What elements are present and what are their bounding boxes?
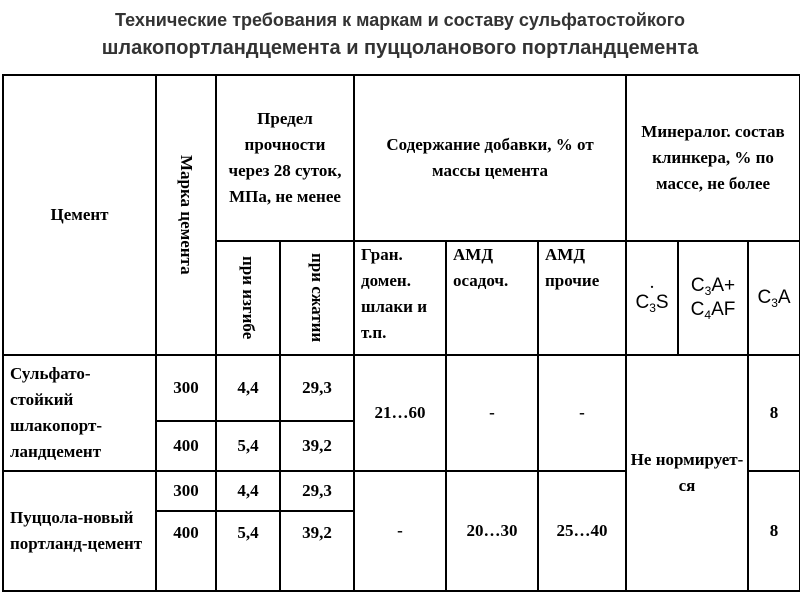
header-cement: Цемент — [3, 75, 156, 355]
header-slag: Гран. домен. шлаки и т.п. — [354, 241, 446, 355]
header-bending — [216, 241, 280, 355]
row-sulfate-name: Сульфато-стойкий шлакопорт-ландцемент — [3, 355, 156, 471]
cell-compression: 39,2 — [280, 421, 354, 471]
title-line-2: шлакопортландцемента и пуццоланового портландцемента — [101, 37, 699, 59]
header-bending-text: при изгибе — [239, 256, 258, 340]
cell-amd-other-sulfate: - — [538, 355, 626, 471]
cell-grade: 300 — [156, 471, 216, 511]
c3s-formula: $C_3S$ — [635, 292, 669, 315]
c4af-formula: $C_4AF$ — [690, 299, 736, 322]
cell-grade: 400 — [156, 511, 216, 591]
c3a-formula: $C_3A$ — [757, 287, 791, 310]
header-strength: Предел прочности через 28 суток, МПа, не менее — [216, 75, 354, 241]
cell-compression: 39,2 — [280, 511, 354, 591]
cell-amd-sed-pozzolanic: 20…30 — [446, 471, 538, 591]
cell-bending: 4,4 — [216, 471, 280, 511]
cell-compression: 29,3 — [280, 471, 354, 511]
cell-amd-sed-sulfate: - — [446, 355, 538, 471]
requirements-table — [2, 74, 800, 592]
header-compression-text: при сжатии — [308, 253, 327, 343]
header-c3a-c4af — [678, 241, 748, 355]
cell-bending: 5,4 — [216, 421, 280, 471]
cell-grade: 400 — [156, 421, 216, 471]
cell-amd-other-pozzolanic: 25…40 — [538, 471, 626, 591]
header-amd-sed: АМД осадоч. — [446, 241, 538, 355]
header-grade — [156, 75, 216, 355]
cell-c3a-pozzolanic: 8 — [748, 471, 800, 591]
header-additive: Содержание добавки, % от массы цемента — [354, 75, 626, 241]
cell-slag-pozzolanic: - — [354, 471, 446, 591]
header-c3s — [626, 241, 678, 355]
row-pozzolanic-name: Пуццола-новый портланд-цемент — [3, 471, 156, 591]
title-line-1: Технические требования к маркам и составу сульфатостойкого — [115, 10, 685, 30]
cell-compression: 29,3 — [280, 355, 354, 421]
header-mineral: Минералог. состав клинкера, % по массе, не более — [626, 75, 800, 241]
cell-bending: 5,4 — [216, 511, 280, 591]
cell-slag-sulfate: 21…60 — [354, 355, 446, 471]
cell-bending: 4,4 — [216, 355, 280, 421]
page-title — [0, 6, 800, 62]
header-dot: . — [650, 277, 654, 292]
cell-grade: 300 — [156, 355, 216, 421]
header-compression — [280, 241, 354, 355]
header-c3a — [748, 241, 800, 355]
header-grade-text: Марка цемента — [177, 155, 196, 275]
header-amd-other: АМД прочие — [538, 241, 626, 355]
cell-c3a-sulfate: 8 — [748, 355, 800, 471]
cell-not-normalized: Не нормируется — [626, 355, 748, 591]
c3a-plus-formula: $C_3A+$ — [690, 275, 736, 298]
